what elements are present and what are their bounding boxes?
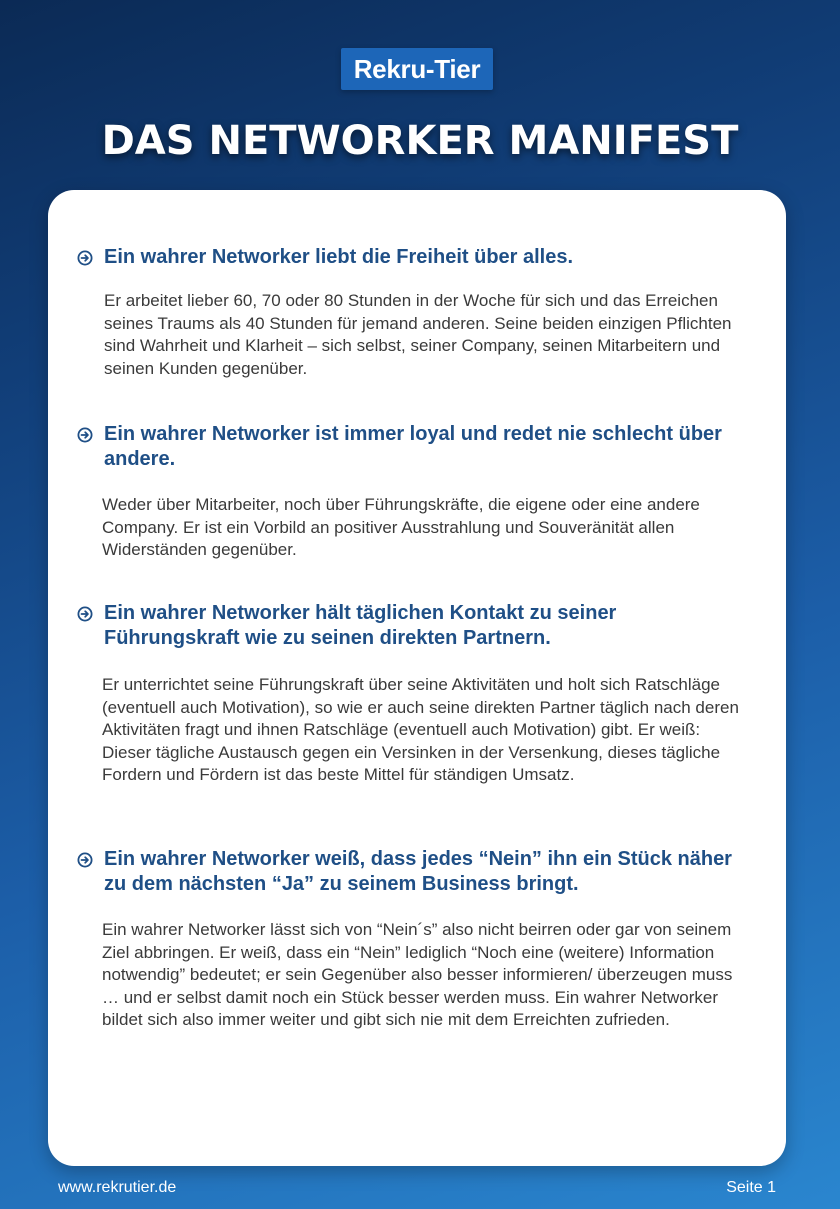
point-heading: Ein wahrer Networker ist immer loyal und redet nie schlecht über andere. — [104, 423, 722, 470]
point-heading: Ein wahrer Networker hält täglichen Kontakt zu seiner Führungskraft wie zu seinen direkten Partnern. — [104, 602, 617, 649]
point-body: Er arbeitet lieber 60, 70 oder 80 Stunden in der Woche für sich und das Erreichen seines Traums als 40 Stunden für jemand anderen. Seine beiden einzigen Pflichten sind Wahrheit und Klarheit – sich selbst, seiner Company, seinen Mitarbeitern und seinen Kunden gegenüber. — [104, 291, 732, 378]
point-body: Weder über Mitarbeiter, noch über Führungskräfte, die eigene oder eine andere Company. Er ist ein Vorbild an positiver Ausstrahlung und Souveränität allen Widerständen gegenüber. — [102, 495, 700, 559]
footer-page-number: Seite 1 — [726, 1179, 776, 1196]
content-card — [48, 190, 786, 1166]
circle-arrow-right-icon — [77, 852, 93, 868]
circle-arrow-right-icon — [77, 250, 93, 266]
point-heading: Ein wahrer Networker liebt die Freiheit über alles. — [104, 246, 574, 268]
page-title: DAS NETWORKER MANIFEST — [101, 118, 739, 164]
point-heading: Ein wahrer Networker weiß, dass jedes “Nein” ihn ein Stück näher zu dem nächsten “Ja” zu seinem Business bringt. — [104, 848, 732, 895]
point-body: Ein wahrer Networker lässt sich von “Nein´s” also nicht beirren oder gar von seinem Ziel abbringen. Er weiß, dass ein “Nein” lediglich “Noch eine (weitere) Information notwendig” bedeutet; er sein Gegenüber also besser informieren/ überzeugen muss … und er selbst damit noch ein Stück besser werden muss. Ein wahrer Networker bildet sich also immer weiter und gibt sich nie mit dem Erreichten zufrieden. — [102, 920, 733, 1029]
point-body: Er unterrichtet seine Führungskraft über seine Aktivitäten und holt sich Ratschläge (eventuell auch Motivation), so wie er auch seine direkten Partner täglich nach deren Aktivitäten fragt und ihnen Ratschläge (eventuell auch Motivation) gibt. Er weiß: Dieser tägliche Austausch gegen ein Versinken in der Versenkung, dieses tägliche Fordern und Fördern ist das beste Mittel für ständigen Umsatz. — [102, 675, 739, 784]
circle-arrow-right-icon — [77, 427, 93, 443]
footer-website-link[interactable]: www.rekrutier.de — [58, 1179, 177, 1196]
brand-logo: Rekru-Tier — [341, 48, 493, 90]
circle-arrow-right-icon — [77, 606, 93, 622]
